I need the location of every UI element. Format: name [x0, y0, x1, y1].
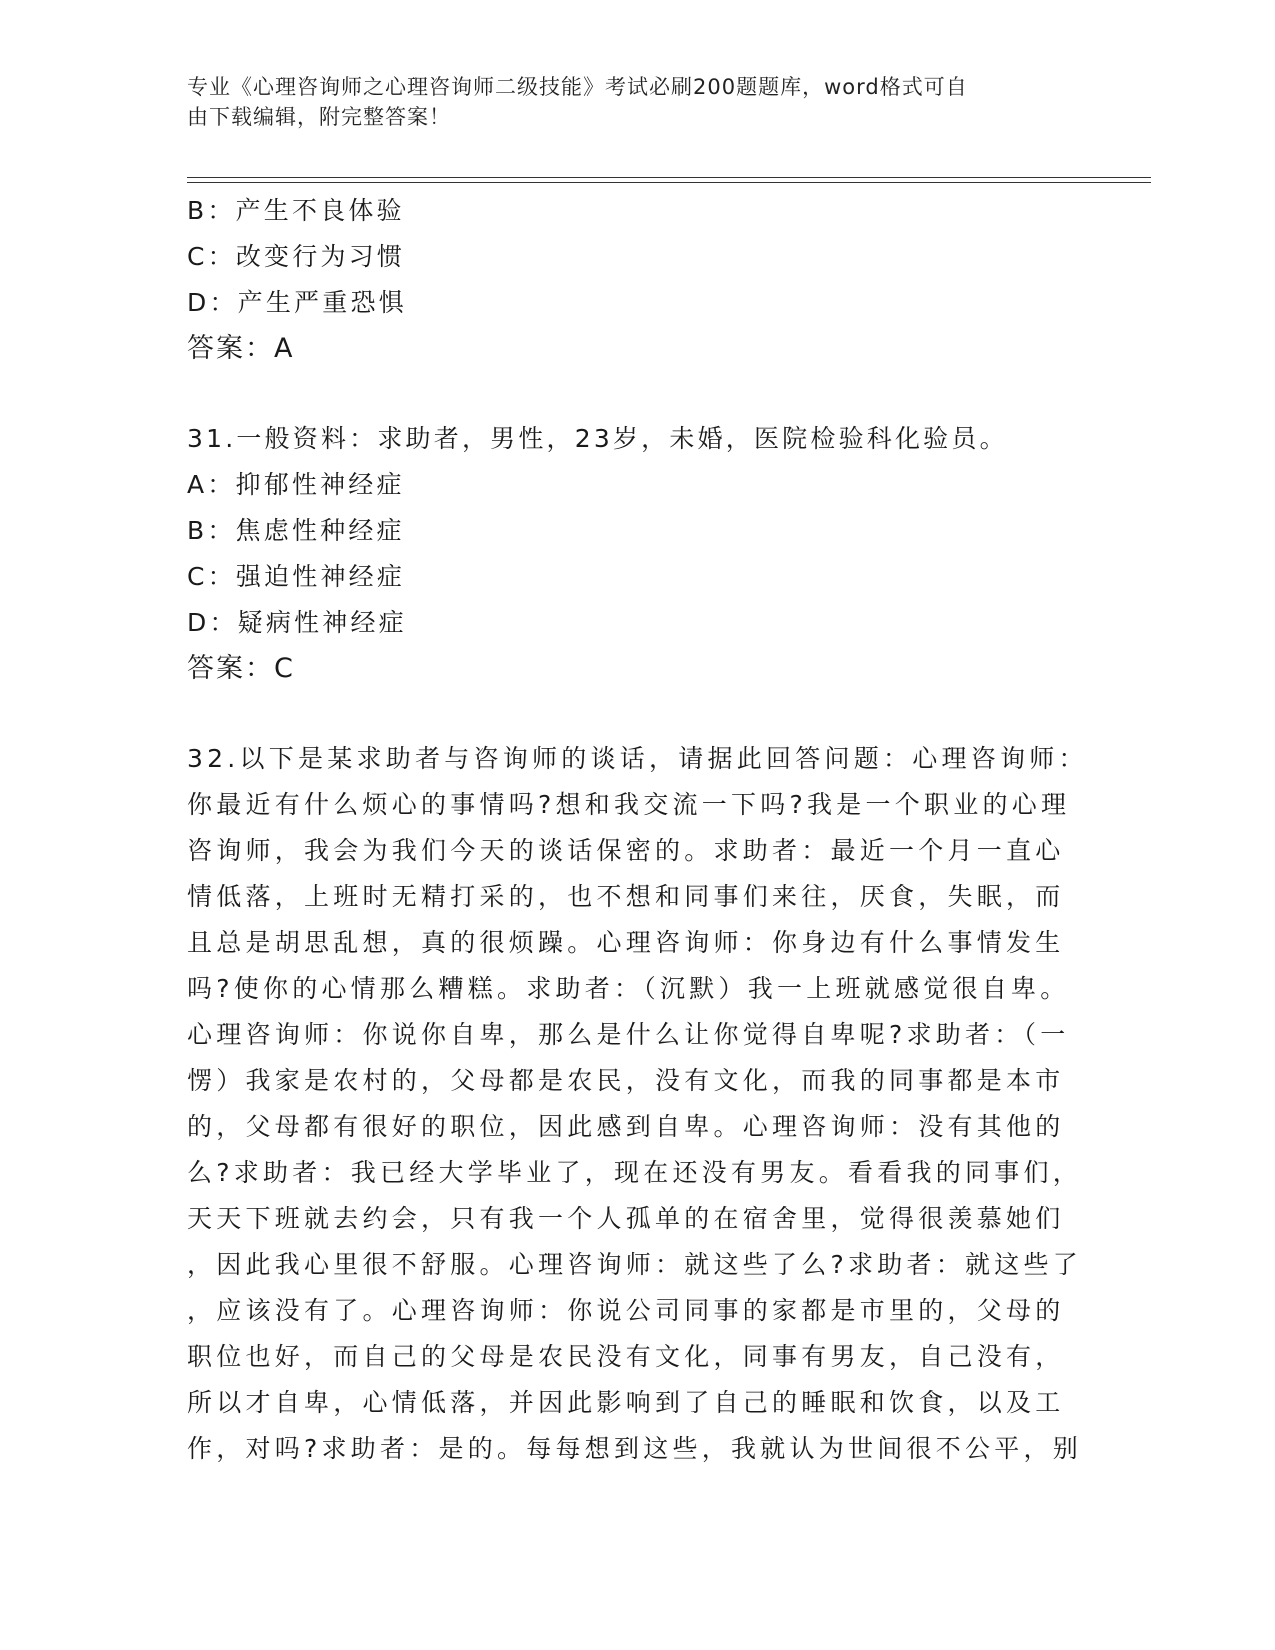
- header-divider-top: [187, 177, 1151, 178]
- page-header: [187, 72, 1067, 132]
- paragraph-line: 咨询师，我会为我们今天的谈话保密的。求助者：最近一个月一直心: [187, 836, 1065, 865]
- answer-line: 答案：C: [187, 653, 295, 684]
- question-spacer: [187, 692, 1067, 736]
- question-30-fragment: [187, 188, 1067, 372]
- paragraph-line: 天天下班就去约会，只有我一个人孤单的在宿舍里，觉得很羡慕她们: [187, 1204, 1065, 1233]
- option-d: D：产生严重恐惧: [187, 288, 407, 317]
- paragraph-line: 么?求助者：我已经大学毕业了，现在还没有男友。看看我的同事们，: [187, 1158, 1083, 1187]
- paragraph-line: ，应该没有了。心理咨询师：你说公司同事的家都是市里的，父母的: [187, 1296, 1065, 1325]
- document-body: [187, 188, 1088, 1472]
- paragraph-line: 愣）我家是农村的，父母都是农民，没有文化，而我的同事都是本市: [187, 1066, 1065, 1095]
- paragraph-line: 且总是胡思乱想，真的很烦躁。心理咨询师：你身边有什么事情发生: [187, 928, 1065, 957]
- paragraph-line: 所以才自卑，心情低落，并因此影响到了自己的睡眠和饮食，以及工: [187, 1388, 1065, 1417]
- option-c: C：强迫性神经症: [187, 562, 406, 591]
- paragraph-line: ，因此我心里很不舒服。心理咨询师：就这些了么?求助者：就这些了: [187, 1250, 1083, 1279]
- header-title-line-2: 由下载编辑，附完整答案！: [187, 105, 451, 129]
- paragraph-line: 你最近有什么烦心的事情吗?想和我交流一下吗?我是一个职业的心理: [187, 790, 1071, 819]
- paragraph-line: 情低落，上班时无精打采的，也不想和同事们来往，厌食，失眠，而: [187, 882, 1065, 911]
- header-title-line-1: 专业《心理咨询师之心理咨询师二级技能》考试必刷200题题库，word格式可自: [187, 75, 968, 99]
- header-divider-bottom: [187, 182, 1151, 183]
- question-spacer: [187, 372, 1067, 416]
- option-d: D：疑病性神经症: [187, 608, 407, 637]
- option-a: A：抑郁性神经症: [187, 470, 405, 499]
- question-31: [187, 416, 1067, 692]
- paragraph-line: 职位也好，而自己的父母是农民没有文化，同事有男友，自己没有，: [187, 1342, 1065, 1371]
- paragraph-line: 作，对吗?求助者：是的。每每想到这些，我就认为世间很不公平，别: [187, 1434, 1083, 1463]
- paragraph-line: 吗?使你的心情那么糟糕。求助者：（沉默）我一上班就感觉很自卑。: [187, 974, 1070, 1003]
- paragraph-line: 心理咨询师：你说你自卑，那么是什么让你觉得自卑呢?求助者：（一: [187, 1020, 1070, 1049]
- option-c: C：改变行为习惯: [187, 242, 406, 271]
- paragraph-line: 的，父母都有很好的职位，因此感到自卑。心理咨询师：没有其他的: [187, 1112, 1065, 1141]
- question-32: [187, 736, 1088, 1472]
- paragraph-line: 32.以下是某求助者与咨询师的谈话，请据此回答问题：心理咨询师：: [187, 744, 1088, 773]
- answer-line: 答案：A: [187, 333, 295, 364]
- option-b: B：产生不良体验: [187, 196, 405, 225]
- option-b: B：焦虑性种经症: [187, 516, 405, 545]
- question-stem: 31.一般资料：求助者，男性，23岁，未婚，医院检验科化验员。: [187, 424, 1008, 453]
